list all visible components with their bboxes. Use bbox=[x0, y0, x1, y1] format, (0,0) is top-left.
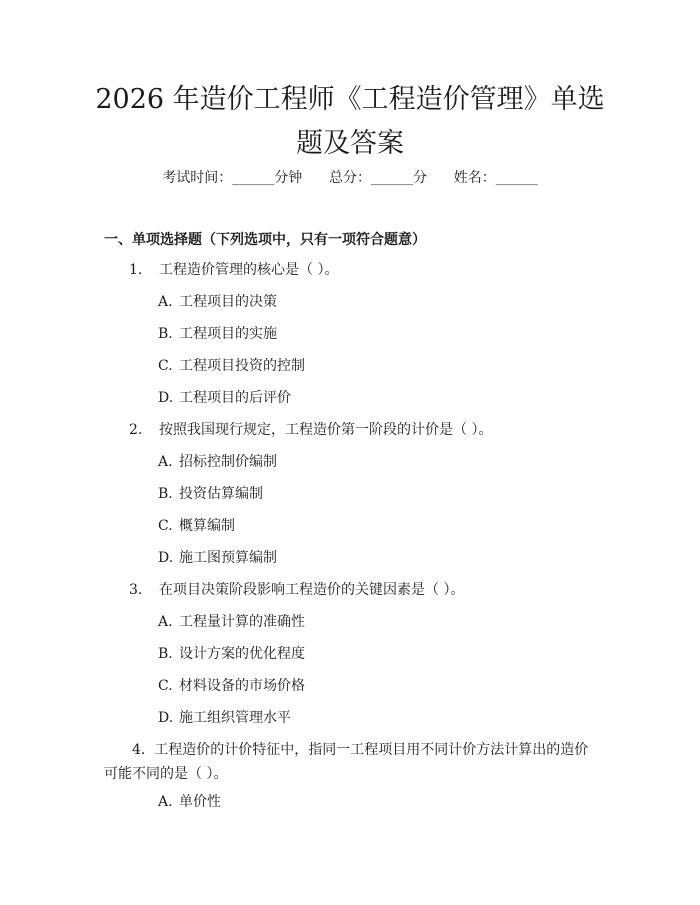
question-3 bbox=[129, 580, 464, 600]
option-text: 工程项目的后评价 bbox=[179, 390, 291, 406]
option-letter: D. bbox=[158, 550, 174, 566]
option-text: 工程项目的实施 bbox=[179, 326, 277, 342]
question-text: 按照我国现行规定，工程造价第一阶段的计价是（ ）。 bbox=[159, 422, 493, 438]
question-2 bbox=[129, 420, 492, 440]
option-letter: C. bbox=[158, 358, 173, 374]
option-letter: A. bbox=[158, 794, 173, 810]
question-text: 工程造价管理的核心是（ ）。 bbox=[159, 262, 339, 278]
option-text: 单价性 bbox=[179, 794, 221, 810]
question-3-option-d bbox=[158, 708, 291, 728]
option-letter: D. bbox=[158, 390, 174, 406]
option-letter: D. bbox=[158, 710, 174, 726]
question-4-option-a bbox=[158, 792, 221, 812]
option-letter: C. bbox=[158, 518, 173, 534]
question-2-option-b bbox=[158, 484, 263, 504]
option-letter: B. bbox=[158, 326, 173, 342]
option-text: 设计方案的优化程度 bbox=[179, 646, 305, 662]
option-text: 招标控制价编制 bbox=[179, 454, 277, 470]
option-text: 概算编制 bbox=[179, 518, 235, 534]
question-2-option-d bbox=[158, 548, 277, 568]
option-letter: B. bbox=[158, 486, 173, 502]
question-1-option-a bbox=[158, 292, 277, 312]
document-title: 2026 年造价工程师《工程造价管理》单选题及答案 bbox=[95, 84, 605, 159]
option-text: 工程量计算的准确性 bbox=[179, 614, 305, 630]
question-text: 在项目决策阶段影响工程造价的关键因素是（ ）。 bbox=[159, 582, 465, 598]
option-text: 材料设备的市场价格 bbox=[179, 678, 305, 694]
option-text: 施工图预算编制 bbox=[179, 550, 277, 566]
option-letter: A. bbox=[158, 614, 173, 630]
option-letter: A. bbox=[158, 454, 173, 470]
question-2-option-c bbox=[158, 516, 235, 536]
option-text: 施工组织管理水平 bbox=[179, 710, 291, 726]
option-letter: C. bbox=[158, 678, 173, 694]
question-1-option-b bbox=[158, 324, 277, 344]
question-1-option-c bbox=[158, 356, 305, 376]
question-text: 工程造价的计价特征中，指同一工程项目用不同计价方法计算出的造价可能不同的是（ ）。 bbox=[104, 742, 589, 782]
question-number: 3. bbox=[129, 582, 143, 598]
question-number: 4. bbox=[132, 742, 146, 758]
option-text: 投资估算编制 bbox=[179, 486, 263, 502]
question-number: 1. bbox=[129, 262, 143, 278]
question-2-option-a bbox=[158, 452, 277, 472]
question-3-option-c bbox=[158, 676, 305, 696]
question-1 bbox=[129, 260, 338, 280]
exam-info-line: 考试时间：______分钟 总分：______分 姓名：______ bbox=[162, 170, 538, 186]
option-text: 工程项目的决策 bbox=[179, 294, 277, 310]
option-text: 工程项目投资的控制 bbox=[179, 358, 305, 374]
question-1-option-d bbox=[158, 388, 291, 408]
question-3-option-a bbox=[158, 612, 305, 632]
section-heading: 一、单项选择题（下列选项中，只有一项符合题意） bbox=[104, 232, 426, 248]
question-number: 2. bbox=[129, 422, 143, 438]
question-4 bbox=[104, 738, 600, 786]
option-letter: A. bbox=[158, 294, 173, 310]
question-3-option-b bbox=[158, 644, 305, 664]
option-letter: B. bbox=[158, 646, 173, 662]
